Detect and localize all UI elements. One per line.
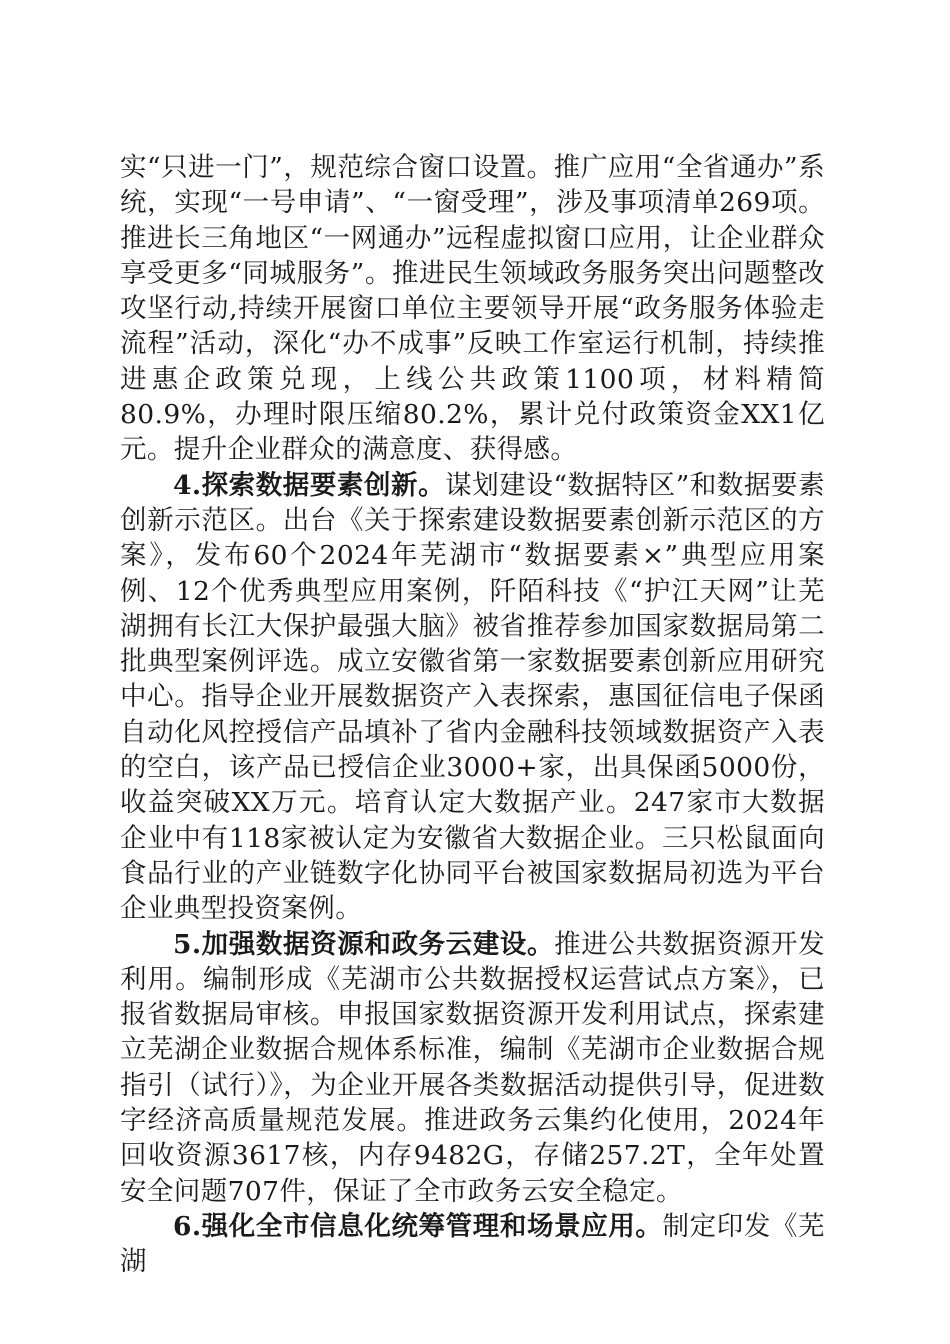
- paragraph-1-body: 实“只进一门”，规范综合窗口设置。推广应用“全省通办”系统，实现“一号申请”、“一窗受理”，涉及事项清单269项。推进长三角地区“一网通办”远程虚拟窗口应用，让企业群众享受更多“同城服务”。推进民生领域政务服务突出问题整改攻坚行动,持续开展窗口单位主要领导开展“政务服务体验走流程”活动，深化“办不成事”反映工作室运行机制，持续推进惠企政策兑现，上线公共政策1100项，材料精简80.9%，办理时限压缩80.2%，累计兑付政策资金XX1亿元。提升企业群众的满意度、获得感。: [120, 152, 825, 466]
- paragraph-3-heading: 5.加强数据资源和政务云建设。: [173, 928, 555, 960]
- paragraph-1: [120, 150, 825, 468]
- document-page: [120, 150, 825, 1280]
- paragraph-2-body: 谋划建设“数据特区”和数据要素创新示范区。出台《关于探索建设数据要素创新示范区的方案》，发布60个2024年芜湖市“数据要素×”典型应用案例、12个优秀典型应用案例，阡陌科技《“护江天网”让芜湖拥有长江大保护最强大脑》被省推荐参加国家数据局第二批典型案例评选。成立安徽省第一家数据要素创新应用研究中心。指导企业开展数据资产入表探索，惠国征信电子保函自动化风控授信产品填补了省内金融科技领域数据资产入表的空白，该产品已授信企业3000+家，出具保函5000份，收益突破XX万元。培育认定大数据产业。247家市大数据企业中有118家被认定为安徽省大数据企业。三只松鼠面向食品行业的产业链数字化协同平台被国家数据局初选为平台企业典型投资案例。: [120, 469, 825, 925]
- paragraph-2: [120, 468, 825, 927]
- paragraph-3-body: 推进公共数据资源开发利用。编制形成《芜湖市公共数据授权运营试点方案》，已报省数据局审核。申报国家数据资源开发利用试点，探索建立芜湖企业数据合规体系标准，编制《芜湖市企业数据合规指引（试行）》，为企业开展各类数据活动提供引导，促进数字经济高质量规范发展。推进政务云集约化使用，2024年回收资源3617核，内存9482G，存储257.2T，全年处置安全问题707件，保证了全市政务云安全稳定。: [120, 928, 825, 1207]
- paragraph-4-heading: 6.强化全市信息化统筹管理和场景应用。: [173, 1210, 663, 1242]
- paragraph-2-heading: 4.探索数据要素创新。: [173, 469, 446, 501]
- paragraph-4-body: 制定印发《芜湖: [120, 1210, 825, 1278]
- paragraph-3: [120, 927, 825, 1209]
- paragraph-4: [120, 1209, 825, 1280]
